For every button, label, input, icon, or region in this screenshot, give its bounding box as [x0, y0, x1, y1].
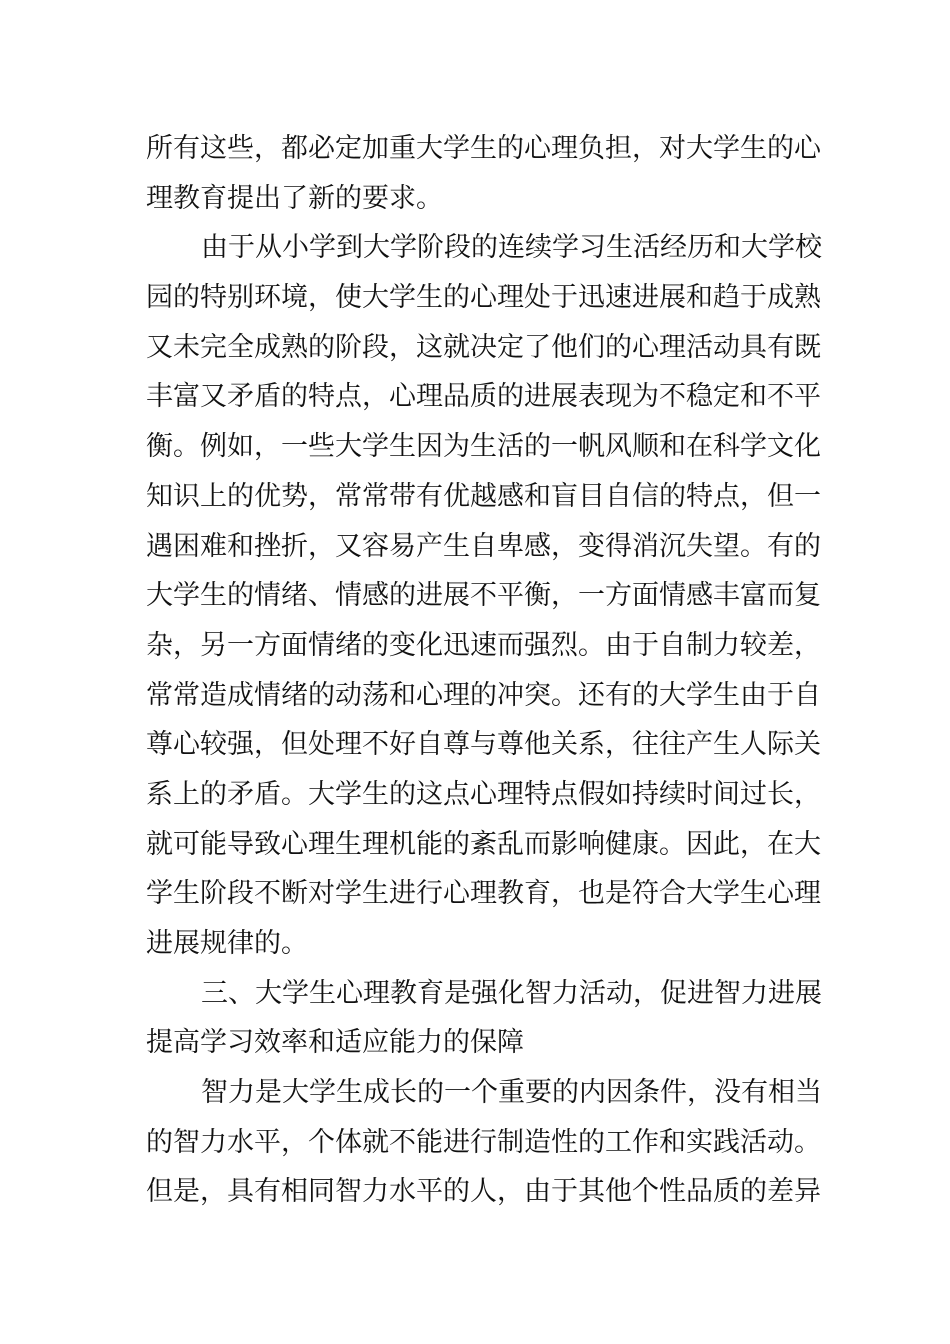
section-heading-line: 三、大学生心理教育是强化智力活动，促进智力进展 — [201, 977, 822, 1009]
text-line: 遇困难和挫折，又容易产生自卑感，变得消沉失望。有的 — [146, 530, 821, 562]
text-line: 的智力水平，个体就不能进行制造性的工作和实践活动。 — [146, 1126, 821, 1158]
text-line: 尊心较强，但处理不好自尊与尊他关系，往往产生人际关 — [146, 729, 821, 761]
text-line: 就可能导致心理生理机能的紊乱而影响健康。因此，在大 — [146, 828, 821, 860]
text-line: 进展规律的。 — [146, 928, 308, 959]
text-line: 衡。例如，一些大学生因为生活的一帆风顺和在科学文化 — [146, 431, 821, 463]
text-line: 又未完全成熟的阶段，这就决定了他们的心理活动具有既 — [146, 331, 821, 363]
text-line: 杂，另一方面情绪的变化迅速而强烈。由于自制力较差， — [146, 629, 821, 661]
text-line: 所有这些，都必定加重大学生的心理负担，对大学生的心 — [146, 133, 821, 164]
paragraph-first-line: 由于从小学到大学阶段的连续学习生活经历和大学校 — [201, 232, 822, 264]
body-text — [146, 124, 822, 1217]
text-line: 学生阶段不断对学生进行心理教育，也是符合大学生心理 — [146, 878, 821, 910]
paragraph-first-line: 智力是大学生成长的一个重要的内因条件，没有相当 — [201, 1077, 822, 1109]
text-line: 大学生的情绪、情感的进展不平衡，一方面情感丰富而复 — [146, 580, 821, 612]
text-line: 理教育提出了新的要求。 — [146, 182, 443, 214]
text-line: 丰富又矛盾的特点，心理品质的进展表现为不稳定和不平 — [146, 381, 821, 413]
text-line: 知识上的优势，常常带有优越感和盲目自信的特点，但一 — [146, 480, 821, 512]
text-line: 常常造成情绪的动荡和心理的冲突。还有的大学生由于自 — [146, 679, 821, 711]
text-line: 系上的矛盾。大学生的这点心理特点假如持续时间过长， — [146, 778, 821, 810]
section-heading-line: 提高学习效率和适应能力的保障 — [146, 1027, 524, 1059]
text-line: 园的特别环境，使大学生的心理处于迅速进展和趋于成熟 — [146, 282, 821, 314]
text-line: 但是，具有相同智力水平的人，由于其他个性品质的差异 — [146, 1176, 821, 1208]
